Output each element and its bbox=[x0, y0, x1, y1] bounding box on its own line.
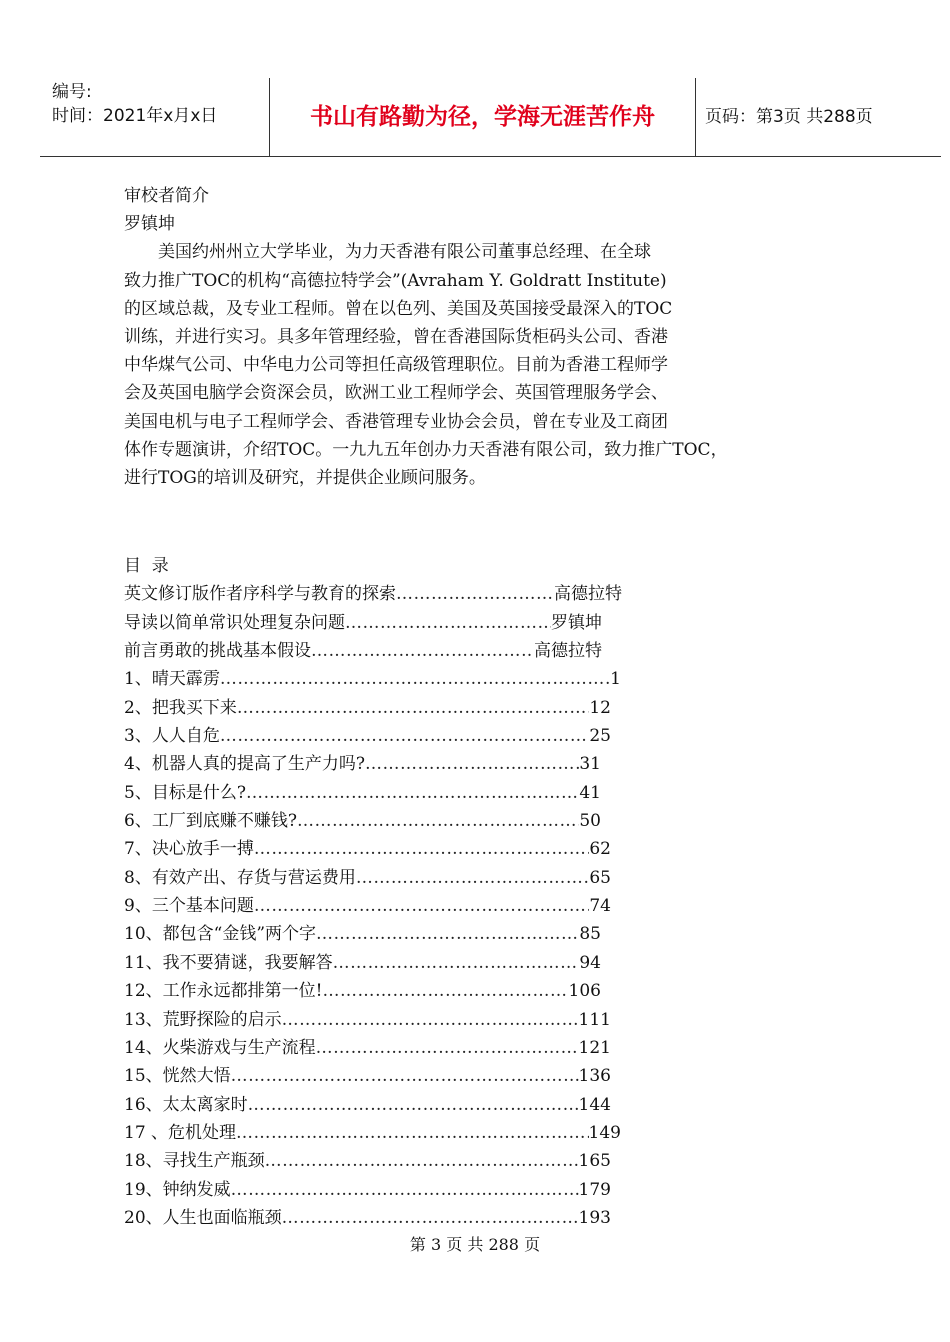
toc-entry bbox=[124, 1006, 611, 1034]
toc-leader-dots bbox=[297, 807, 579, 835]
number-label: 编号: bbox=[52, 82, 92, 102]
toc-entry-page: 高德拉特 bbox=[554, 584, 622, 605]
toc-entry bbox=[124, 580, 622, 608]
intro-line: 美国电机与电子工程师学会、香港管理专业协会会员，曾在专业及工商团 bbox=[124, 411, 668, 432]
toc-entry-page: 121 bbox=[578, 1037, 611, 1058]
toc-entry bbox=[124, 1034, 611, 1062]
toc-entry-title: 13、荒野探险的启示 bbox=[124, 1009, 282, 1030]
toc-entry-page: 85 bbox=[579, 924, 601, 945]
toc-leader-dots bbox=[396, 580, 554, 608]
toc-entry-page: 罗镇坤 bbox=[551, 612, 602, 633]
toc-entry bbox=[124, 1119, 621, 1147]
toc-entry-title: 15、恍然大悟 bbox=[124, 1066, 231, 1087]
page-footer: 第 3 页 共 288 页 bbox=[409, 1235, 541, 1254]
toc-entry-title: 5、目标是什么? bbox=[124, 782, 246, 803]
header-meta bbox=[52, 80, 217, 128]
toc-entry bbox=[124, 1091, 611, 1119]
toc-entry-title: 1、晴天霹雳 bbox=[124, 669, 220, 690]
toc-entry-page: 41 bbox=[579, 782, 601, 803]
toc-entry bbox=[124, 920, 601, 948]
toc-entry-title: 17 、危机处理 bbox=[124, 1122, 237, 1143]
toc-leader-dots bbox=[322, 977, 568, 1005]
toc-leader-dots bbox=[316, 1034, 579, 1062]
toc-entry bbox=[124, 977, 601, 1005]
reviewer-intro bbox=[124, 182, 728, 492]
toc-leader-dots bbox=[356, 864, 590, 892]
toc-entry bbox=[124, 835, 611, 863]
toc-entry-page: 50 bbox=[579, 811, 601, 832]
toc-leader-dots bbox=[237, 694, 590, 722]
toc-entry-page: 144 bbox=[578, 1094, 611, 1115]
toc-leader-dots bbox=[311, 637, 534, 665]
toc-entry-page: 12 bbox=[589, 697, 611, 718]
toc-entry bbox=[124, 609, 602, 637]
toc-entry-page: 高德拉特 bbox=[534, 641, 602, 662]
toc-entry-title: 8、有效产出、存货与营运费用 bbox=[124, 867, 356, 888]
toc-entry bbox=[124, 949, 601, 977]
toc-leader-dots bbox=[231, 1062, 579, 1090]
toc-leader-dots bbox=[246, 779, 579, 807]
toc-entry-title: 7、决心放手一搏 bbox=[124, 839, 254, 860]
toc-entry-title: 2、把我买下来 bbox=[124, 697, 237, 718]
toc-entry-page: 25 bbox=[589, 726, 611, 747]
intro-line: 的区域总裁，及专业工程师。曾在以色列、美国及英国接受最深入的TOC bbox=[124, 298, 673, 319]
intro-heading: 审校者简介 bbox=[124, 186, 209, 206]
toc-entry-page: 179 bbox=[578, 1179, 611, 1200]
toc-heading: 目 录 bbox=[124, 556, 169, 576]
toc-leader-dots bbox=[248, 1091, 579, 1119]
toc-entry-page: 1 bbox=[610, 669, 621, 690]
toc-entry bbox=[124, 665, 621, 693]
toc-entry bbox=[124, 637, 602, 665]
toc-entry bbox=[124, 694, 611, 722]
toc-entry-page: 62 bbox=[589, 839, 611, 860]
toc-entry-title: 3、人人自危 bbox=[124, 726, 220, 747]
toc-entry-title: 19、钟纳发威 bbox=[124, 1179, 231, 1200]
header-page-info: 页码：第3页 共288页 bbox=[705, 107, 873, 127]
intro-line: 中华煤气公司、中华电力公司等担任高级管理职位。目前为香港工程师学 bbox=[124, 355, 668, 376]
toc-entry bbox=[124, 1204, 611, 1232]
toc-entry-page: 31 bbox=[579, 754, 601, 775]
intro-line: 会及英国电脑学会资深会员，欧洲工业工程师学会、英国管理服务学会、 bbox=[124, 383, 668, 404]
toc-entry-title: 6、工厂到底赚不赚钱? bbox=[124, 811, 297, 832]
toc-entry-page: 106 bbox=[568, 981, 601, 1002]
toc-entry-page: 111 bbox=[578, 1009, 611, 1030]
intro-line: 训练，并进行实习。具多年管理经验，曾在香港国际货柜码头公司、香港 bbox=[124, 327, 668, 348]
toc-leader-dots bbox=[282, 1204, 579, 1232]
toc-leader-dots bbox=[333, 949, 580, 977]
toc-entry-page: 149 bbox=[588, 1122, 621, 1143]
toc-entry bbox=[124, 779, 601, 807]
header-motto: 书山有路勤为径，学海无涯苦作舟 bbox=[310, 104, 655, 130]
toc-entry-page: 193 bbox=[578, 1207, 611, 1228]
toc-entry-page: 74 bbox=[589, 896, 611, 917]
toc-entry-title: 英文修订版作者序科学与教育的探索 bbox=[124, 584, 396, 605]
toc-entry bbox=[124, 722, 611, 750]
toc-entry-title: 前言勇敢的挑战基本假设 bbox=[124, 641, 311, 662]
toc-entry bbox=[124, 1176, 611, 1204]
toc-entry-title: 16、太太离家时 bbox=[124, 1094, 248, 1115]
toc-entry-title: 12、工作永远都排第一位! bbox=[124, 981, 323, 1002]
toc-entry bbox=[124, 750, 601, 778]
toc-entry bbox=[124, 1062, 611, 1090]
toc-entry bbox=[124, 892, 611, 920]
time-line: 时间：2021年x月x日 bbox=[52, 106, 218, 126]
table-of-contents bbox=[124, 552, 644, 1232]
toc-entry bbox=[124, 864, 611, 892]
page-header bbox=[40, 78, 941, 157]
toc-leader-dots bbox=[254, 835, 590, 863]
toc-entry-page: 136 bbox=[578, 1066, 611, 1087]
toc-leader-dots bbox=[220, 665, 610, 693]
intro-line: 进行TOG的培训及研究，并提供企业顾问服务。 bbox=[124, 468, 486, 489]
toc-entry-title: 18、寻找生产瓶颈 bbox=[124, 1151, 265, 1172]
toc-entry-title: 11、我不要猜谜，我要解答 bbox=[124, 952, 333, 973]
toc-entry-title: 14、火柴游戏与生产流程 bbox=[124, 1037, 316, 1058]
toc-entry-title: 20、人生也面临瓶颈 bbox=[124, 1207, 282, 1228]
toc-entry bbox=[124, 1147, 611, 1175]
header-divider bbox=[695, 78, 696, 156]
toc-leader-dots bbox=[265, 1147, 579, 1175]
toc-entry-page: 165 bbox=[578, 1151, 611, 1172]
reviewer-name: 罗镇坤 bbox=[124, 214, 175, 235]
toc-entry-title: 导读以简单常识处理复杂问题 bbox=[124, 612, 345, 633]
intro-line: 致力推广TOC的机构“高德拉特学会”(Avraham Y. Goldratt Institute) bbox=[124, 270, 667, 291]
toc-leader-dots bbox=[365, 750, 579, 778]
toc-entry bbox=[124, 807, 601, 835]
toc-leader-dots bbox=[345, 609, 551, 637]
toc-leader-dots bbox=[231, 1176, 579, 1204]
toc-leader-dots bbox=[282, 1006, 579, 1034]
toc-entry-title: 4、机器人真的提高了生产力吗? bbox=[124, 754, 365, 775]
toc-entry-title: 9、三个基本问题 bbox=[124, 896, 254, 917]
toc-leader-dots bbox=[236, 1119, 589, 1147]
intro-line: 美国约州州立大学毕业，为力天香港有限公司董事总经理、在全球 bbox=[158, 242, 651, 263]
toc-entry-page: 65 bbox=[589, 867, 611, 888]
toc-leader-dots bbox=[220, 722, 590, 750]
intro-line: 体作专题演讲，介绍TOC。一九九五年创办力天香港有限公司，致力推广TOC， bbox=[124, 439, 728, 460]
toc-leader-dots bbox=[254, 892, 590, 920]
toc-leader-dots bbox=[316, 920, 579, 948]
toc-entry-title: 10、都包含“金钱”两个字 bbox=[124, 924, 317, 945]
toc-entry-page: 94 bbox=[579, 952, 601, 973]
